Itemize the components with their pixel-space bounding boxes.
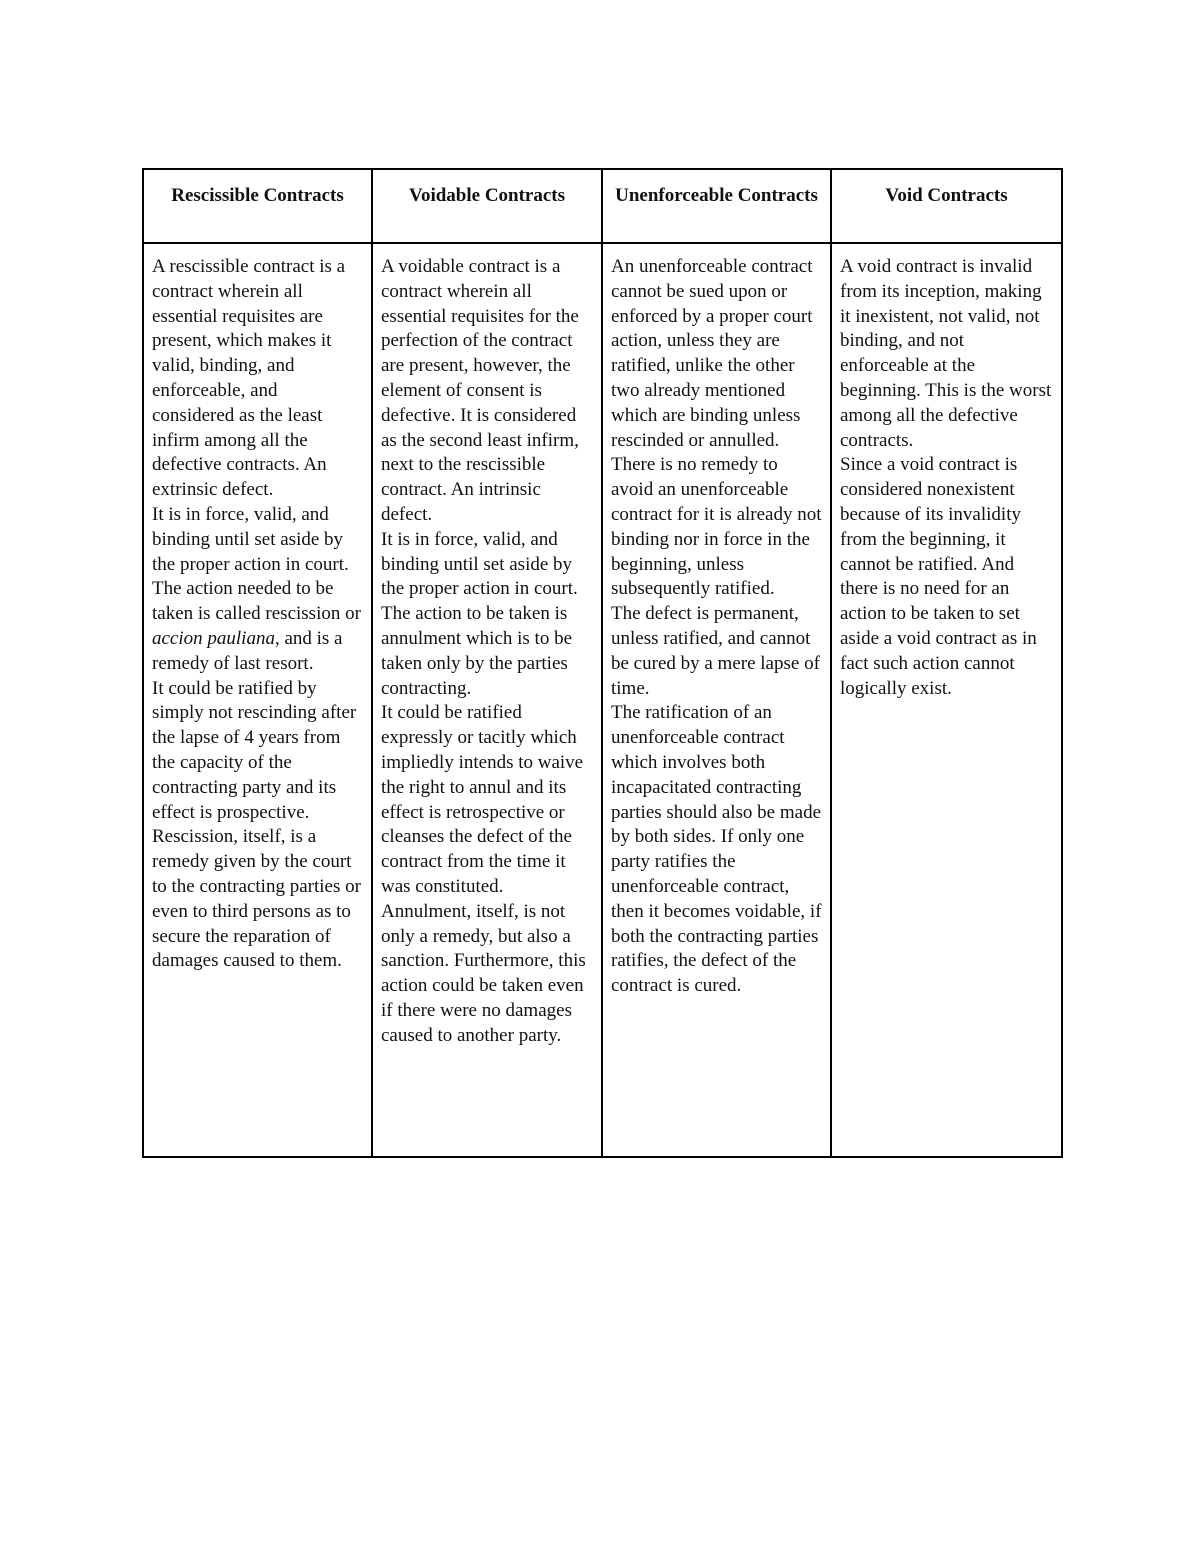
rescissible-paragraph-3: It could be ratified by simply not rescinding after the lapse of 4 years from the capacity of the contracting party and its effect is prospective. [152,677,357,823]
unenforceable-paragraph-4: The ratification of an unenforceable contract which involves both incapacitated contracting parties should also be made by both sides. If only one party ratifies the unenforceable contract, then it becomes voidable, if both the contracting parties ratifies, the defect of the contract is cured. [611,702,822,997]
cell-rescissible [143,243,372,1157]
voidable-paragraph-3: It could be ratified expressly or tacitly which impliedly intends to waive the right to annul and its effect is retrospective or cleanses the defect of the contract from the time it was constituted. [381,702,584,897]
cell-void [831,243,1062,1157]
cell-voidable [372,243,602,1157]
cell-unenforceable [602,243,831,1157]
unenforceable-paragraph-1: An unenforceable contract cannot be sued upon or enforced by a proper court action, unless they are ratified, unlike the other two already mentioned which are binding unless rescinded or annulled. [611,256,813,451]
table-row [143,243,1062,1157]
rescissible-paragraph-2-start: It is in force, valid, and binding until set aside by the proper action in court. The action needed to be taken is called rescission or [152,503,361,625]
unenforceable-paragraph-3: The defect is permanent, unless ratified, and cannot be cured by a mere lapse of time. [611,603,820,699]
voidable-paragraph-1: A voidable contract is a contract wherein all essential requisites for the perfection of the contract are present, however, the element of consent is defective. It is considered as the second least infirm, next to the rescissible contract. An intrinsic defect. [381,256,579,525]
contracts-comparison-table [142,168,1063,1158]
header-voidable: Voidable Contracts [372,169,602,243]
header-unenforceable: Unenforceable Contracts [602,169,831,243]
header-rescissible: Rescissible Contracts [143,169,372,243]
header-void: Void Contracts [831,169,1062,243]
voidable-paragraph-4: Annulment, itself, is not only a remedy, but also a sanction. Furthermore, this action could be taken even if there were no damages caused to another party. [381,900,586,1046]
table-header-row [143,169,1062,243]
void-paragraph-2: Since a void contract is considered nonexistent because of its invalidity from the beginning, it cannot be ratified. And there is no need for an action to be taken to set aside a void contract as in fact such action cannot logically exist. [840,454,1037,699]
voidable-paragraph-2: It is in force, valid, and binding until set aside by the proper action in court. The action to be taken is annulment which is to be taken only by the parties contracting. [381,528,578,699]
accion-pauliana-term: accion pauliana [152,627,275,649]
rescissible-paragraph-2 [152,503,363,677]
unenforceable-paragraph-2: There is no remedy to avoid an unenforceable contract for it is already not binding nor in force in the beginning, unless subsequently ratified. [611,454,822,600]
void-paragraph-1: A void contract is invalid from its inception, making it inexistent, not valid, not binding, and not enforceable at the beginning. This is the worst among all the defective contracts. [840,256,1052,451]
rescissible-paragraph-2-end: , and is a remedy of last resort. [152,627,343,674]
rescissible-paragraph-4: Rescission, itself, is a remedy given by the court to the contracting parties or even to third persons as to secure the reparation of damages caused to them. [152,826,361,972]
rescissible-paragraph-1: A rescissible contract is a contract wherein all essential requisites are present, which makes it valid, binding, and enforceable, and considered as the least infirm among all the defective contracts. An extrinsic defect. [152,256,346,501]
